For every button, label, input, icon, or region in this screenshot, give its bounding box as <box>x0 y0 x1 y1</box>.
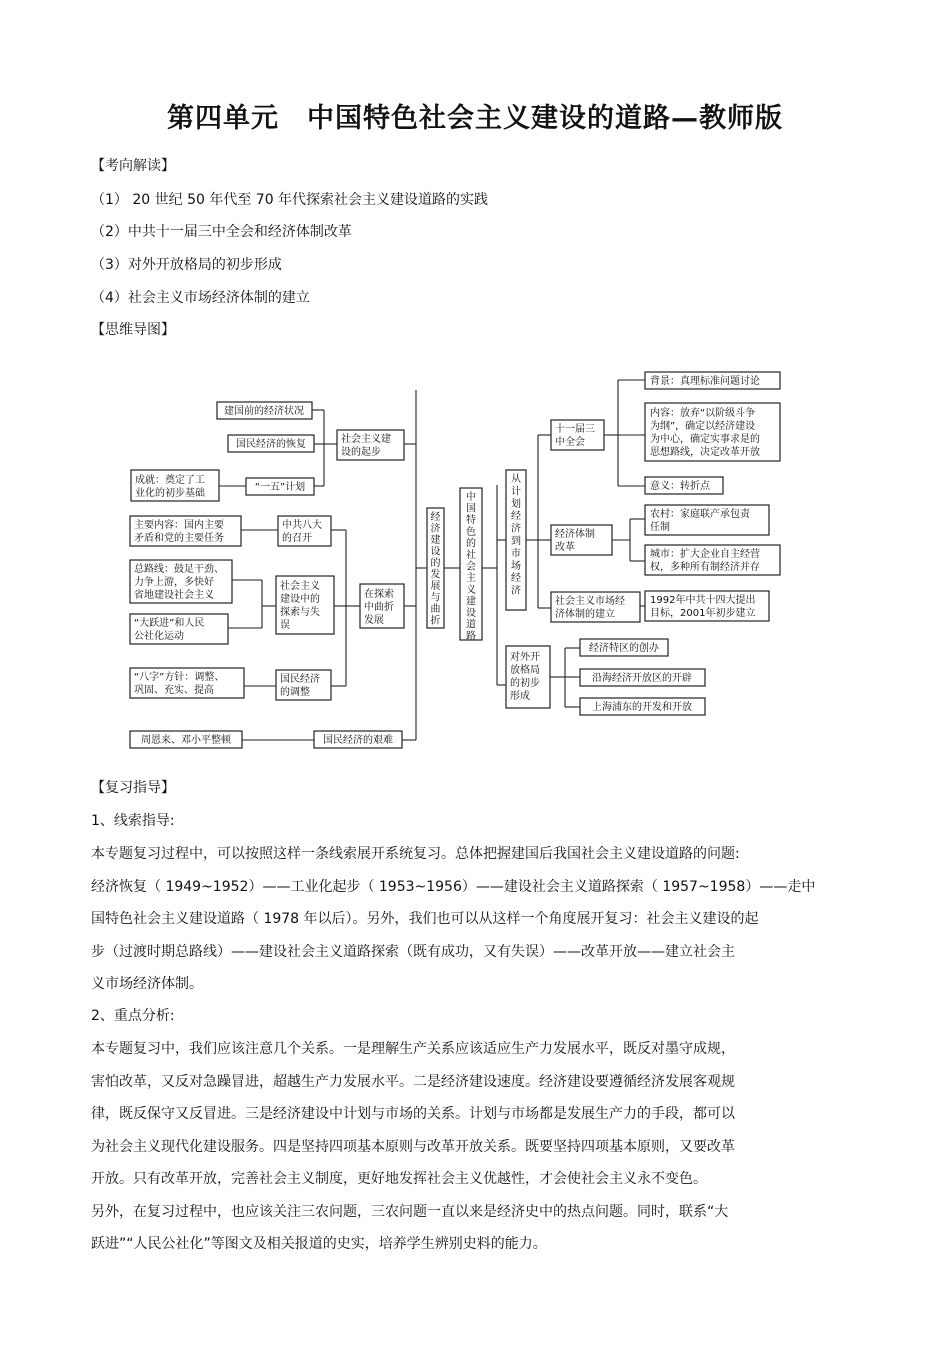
s2-heading: 2、重点分析: <box>91 1008 175 1024</box>
node-tiaozheng <box>276 670 331 700</box>
svg-text:周恩来、邓小平整顿: 周恩来、邓小平整顿 <box>141 735 231 746</box>
svg-text:为中心，确定实事求是的: 为中心，确定实事求是的 <box>650 434 760 445</box>
svg-text:国民经济: 国民经济 <box>280 674 320 685</box>
node-sanzhong <box>551 420 604 450</box>
svg-text:建设中的: 建设中的 <box>280 594 320 605</box>
svg-text:济体制的建立: 济体制的建立 <box>555 609 615 620</box>
svg-text:省地建设社会主义: 省地建设社会主义 <box>134 590 214 601</box>
node-bazi <box>130 668 244 698</box>
svg-text:经济体制: 经济体制 <box>555 529 595 540</box>
node-left-branch <box>427 508 444 628</box>
svg-text:对外开: 对外开 <box>510 652 540 663</box>
svg-text:“八字”方针：调整、: “八字”方针：调整、 <box>134 672 225 683</box>
svg-text:十一届三: 十一届三 <box>555 424 595 435</box>
svg-text:沿海经济开放区的开辟: 沿海经济开放区的开辟 <box>592 673 692 684</box>
node-tequ <box>580 639 668 656</box>
svg-text:发展: 发展 <box>364 615 384 626</box>
svg-text:的调整: 的调整 <box>280 687 310 698</box>
node-pudong <box>580 698 705 715</box>
s2-line-3: 律，既反保守又反冒进。三是经济建设中计划与市场的关系。计划与市场都是发展生产力的手段，都可以 <box>91 1106 735 1122</box>
kaoxiang-item-4: （4）社会主义市场经济体制的建立 <box>91 290 310 306</box>
svg-text:改革: 改革 <box>555 542 575 553</box>
node-zongluxian <box>130 560 232 603</box>
svg-text:国民经济的恢复: 国民经济的恢复 <box>236 439 306 450</box>
svg-text:1992年中共十四大提出: 1992年中共十四大提出 <box>650 595 756 606</box>
s2-line-1: 本专题复习中，我们应该注意几个关系。一是理解生产关系应该适应生产力发展水平，既反对墨守成规， <box>91 1041 735 1057</box>
kaoxiang-item-3: （3）对外开放格局的初步形成 <box>91 257 282 273</box>
node-tansuo <box>276 576 334 634</box>
node-mubiao <box>645 591 769 621</box>
kaoxiang-heading: 【考向解读】 <box>91 158 175 174</box>
s1-line-2: 经济恢复（ 1949~1952）——工业化起步（ 1953~1956）——建设社会主义道路探索（ 1957~1958）——走中 <box>91 879 816 895</box>
node-dayuejin <box>130 614 228 644</box>
svg-text:中共八大: 中共八大 <box>282 520 322 531</box>
node-jianguoqian <box>217 402 312 419</box>
node-yanhai <box>580 669 705 686</box>
svg-text:经济建设的发展与曲折: 经济建设的发展与曲折 <box>430 512 441 627</box>
node-shichang <box>551 592 640 622</box>
s1-line-3: 国特色社会主义建设道路（ 1978 年以后）。另外，我们也可以从这样一个角度展开复习：社会主义建设的起 <box>91 911 759 927</box>
node-bada <box>278 516 331 546</box>
svg-text:总路线：鼓足干劲、: 总路线：鼓足干劲、 <box>134 564 224 575</box>
node-right-branch <box>506 470 526 610</box>
svg-text:城市：扩大企业自主经营: 城市：扩大企业自主经营 <box>650 549 760 560</box>
svg-text:权，多种所有制经济并存: 权，多种所有制经济并存 <box>650 562 760 573</box>
s2-line-2: 害怕改革，又反对急躁冒进，超越生产力发展水平。二是经济建设速度。经济建设要遵循经济发展客观规 <box>91 1074 735 1090</box>
node-zhou <box>130 731 242 748</box>
s2-line-5: 开放。只有改革开放，完善社会主义制度，更好地发挥社会主义优越性，才会使社会主义永不变色。 <box>91 1171 707 1187</box>
node-beijing <box>645 372 780 389</box>
svg-text:经济特区的创办: 经济特区的创办 <box>589 643 659 654</box>
svg-text:在探索: 在探索 <box>364 589 394 600</box>
svg-text:思想路线，决定改革开放: 思想路线，决定改革开放 <box>650 447 760 458</box>
svg-text:社会主义建: 社会主义建 <box>341 434 391 445</box>
svg-text:力争上游，多快好: 力争上游，多快好 <box>134 577 214 588</box>
svg-text:巩固、充实、提高: 巩固、充实、提高 <box>134 685 214 696</box>
svg-text:误: 误 <box>280 620 290 631</box>
node-neirong <box>645 403 780 461</box>
svg-text:放格局: 放格局 <box>510 665 540 676</box>
s1-line-1: 本专题复习过程中，可以按照这样一条线索展开系统复习。总体把握建国后我国社会主义建设道路的问题: <box>91 846 740 862</box>
s2-line-7: 跃进”“人民公社化”等图文及相关报道的史实，培养学生辨别史料的能力。 <box>91 1236 547 1252</box>
s1-heading: 1、线索指导: <box>91 813 175 829</box>
fuxi-heading: 【复习指导】 <box>91 780 175 796</box>
svg-text:任制: 任制 <box>650 522 670 533</box>
svg-text:从计划经济到市场经济: 从计划经济到市场经济 <box>511 474 521 597</box>
node-tizhi <box>551 525 612 555</box>
svg-text:探索与失: 探索与失 <box>280 607 320 618</box>
node-zhuyao <box>130 516 241 546</box>
node-kaifang <box>506 646 550 708</box>
svg-text:上海浦东的开发和开放: 上海浦东的开发和开放 <box>592 702 692 713</box>
svg-text:的初步: 的初步 <box>510 678 540 689</box>
s2-line-4: 为社会主义现代化建设服务。四是坚持四项基本原则与改革开放关系。既要坚持四项基本原则，又要改革 <box>91 1139 735 1155</box>
svg-text:国民经济的艰难: 国民经济的艰难 <box>323 735 393 746</box>
svg-text:矛盾和党的主要任务: 矛盾和党的主要任务 <box>134 533 224 544</box>
svg-text:内容：放弃“以阶级斗争: 内容：放弃“以阶级斗争 <box>650 408 756 419</box>
node-chengjiu <box>131 470 219 501</box>
mindmap-heading: 【思维导图】 <box>91 322 175 338</box>
svg-text:意义：转折点: 意义：转折点 <box>650 481 710 492</box>
node-yiwu <box>246 478 314 495</box>
svg-text:目标，2001年初步建立: 目标，2001年初步建立 <box>650 608 756 619</box>
node-center <box>460 488 482 642</box>
s1-line-5: 义市场经济体制。 <box>91 976 203 992</box>
node-chengshi <box>645 545 780 575</box>
node-yiyi <box>645 477 723 494</box>
svg-text:主要内容：国内主要: 主要内容：国内主要 <box>134 520 224 531</box>
svg-text:“一五”计划: “一五”计划 <box>254 482 306 493</box>
svg-text:“大跃进”和人民: “大跃进”和人民 <box>134 618 205 629</box>
svg-text:建国前的经济状况: 建国前的经济状况 <box>224 406 304 417</box>
node-quzhe <box>360 584 404 628</box>
node-nongcun <box>645 505 769 535</box>
svg-text:业化的初步基础: 业化的初步基础 <box>135 488 205 499</box>
page-title: 第四单元 中国特色社会主义建设的道路—教师版 <box>167 103 783 134</box>
svg-text:为纲”，确定以经济建设: 为纲”，确定以经济建设 <box>650 421 756 432</box>
svg-text:设的起步: 设的起步 <box>341 447 381 458</box>
svg-text:中曲折: 中曲折 <box>364 602 394 613</box>
kaoxiang-item-1: （1） 20 世纪 50 年代至 70 年代探索社会主义建设道路的实践 <box>91 192 489 208</box>
svg-text:公社化运动: 公社化运动 <box>134 631 184 642</box>
svg-text:的召开: 的召开 <box>282 533 312 544</box>
kaoxiang-item-2: （2）中共十一届三中全会和经济体制改革 <box>91 224 352 240</box>
node-jianan <box>314 731 402 748</box>
node-qibu <box>337 430 404 460</box>
svg-text:形成: 形成 <box>510 691 530 702</box>
svg-text:社会主义: 社会主义 <box>280 581 320 592</box>
node-huifu <box>228 435 314 452</box>
s1-line-4: 步（过渡时期总路线）——建设社会主义道路探索（既有成功，又有失误）——改革开放——建立社会主 <box>91 944 735 960</box>
svg-text:农村：家庭联产承包责: 农村：家庭联产承包责 <box>650 509 750 520</box>
svg-text:成就：奠定了工: 成就：奠定了工 <box>135 475 205 486</box>
svg-text:社会主义市场经: 社会主义市场经 <box>555 596 625 607</box>
svg-text:背景：真理标准问题讨论: 背景：真理标准问题讨论 <box>650 376 760 387</box>
svg-text:中国特色的社会主义建设道路: 中国特色的社会主义建设道路 <box>466 492 476 643</box>
svg-text:中全会: 中全会 <box>555 437 585 448</box>
s2-line-6: 另外，在复习过程中，也应该关注三农问题，三农问题一直以来是经济史中的热点问题。同时，联系“大 <box>91 1204 729 1220</box>
